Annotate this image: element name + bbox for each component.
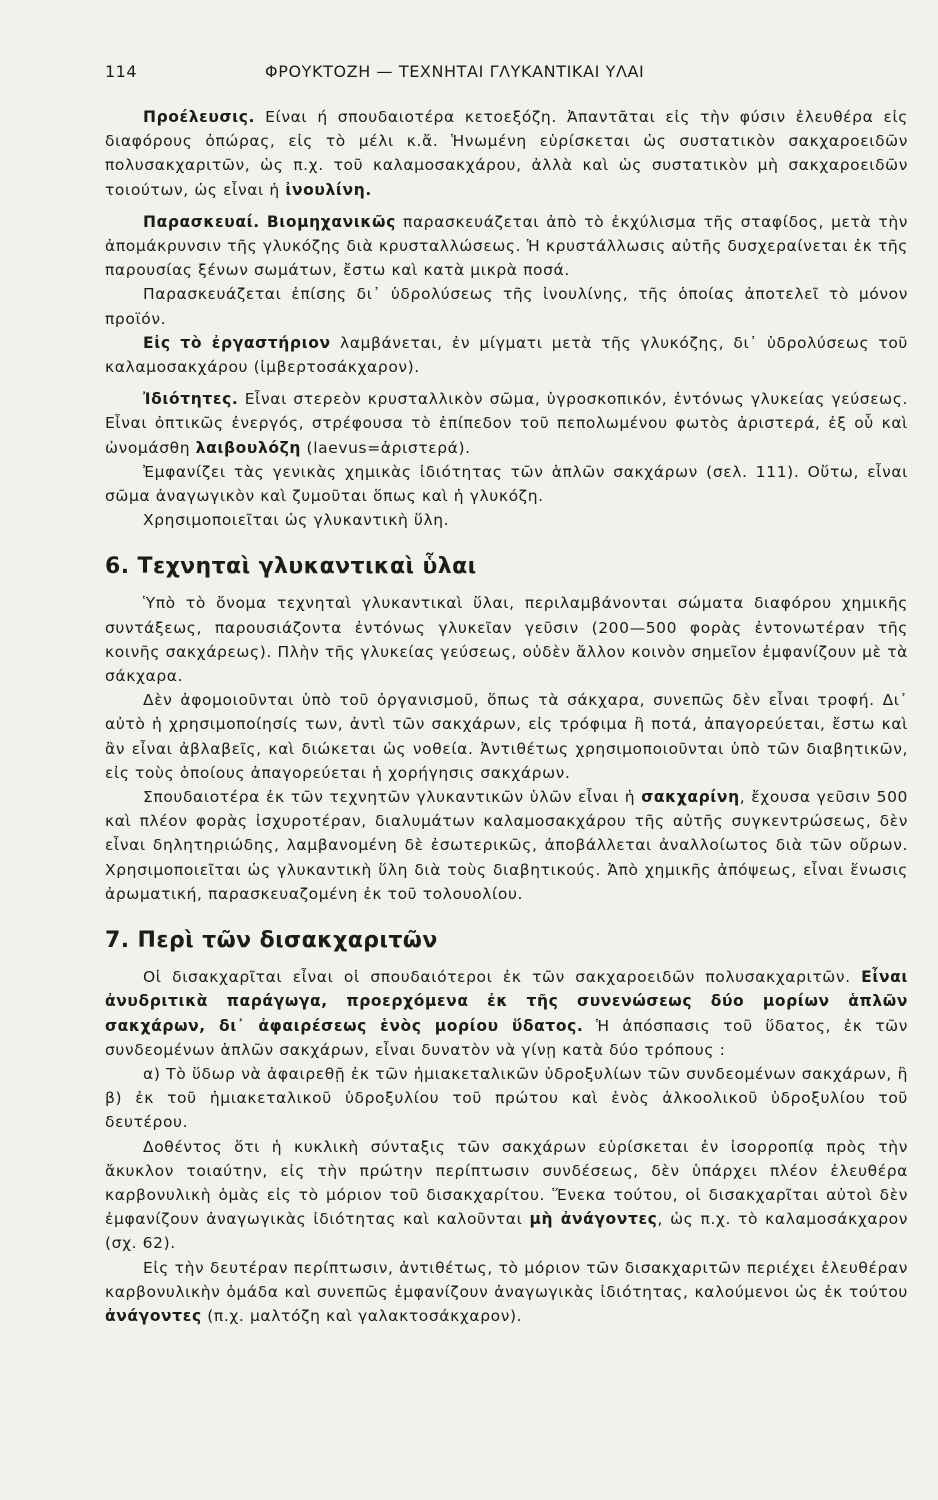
industrial-label: Βιομηχανικῶς [266,212,396,231]
properties-label: Ἰδιότητες. [143,390,239,409]
paragraph-chemical-properties: Ἐμφανίζει τὰς γενικὰς χημικὰς ἰδιότητας τῶν ἁπλῶν σακχάρων (σελ. 111). Οὕτω, εἶναι σῶμα ἀναγωγικὸν καὶ ζυμοῦται ὅπως καὶ ἡ γλυκόζη. [105,462,908,506]
saccharin-text: Σπουδαιοτέρα ἐκ τῶν τεχνητῶν γλυκαντικῶν ὑλῶν εἶναι ἡ [143,788,642,807]
inulin-term: ἰνουλίνη. [285,180,372,199]
saccharin-term: σακχαρίνη [641,788,740,807]
properties-text: Εἶναι στερεὸν κρυσταλλικὸν σῶμα, ὑγροσκοπικόν, ἐντόνως γλυκείας γεύσεως. Εἶναι ὀπτικῶς ἐνεργός, στρέφουσα τὸ ἐπίπεδον τοῦ πεπολωμένου φωτὸς ἀριστερά, ἐξ οὗ καὶ ὠνομάσθη [105,390,908,457]
section-6-heading [105,554,908,579]
section-7-title: Περὶ τῶν δισακχαριτῶν [137,928,438,954]
paragraph-preparations [105,210,908,283]
preparations-label: Παρασκευαί. [143,212,260,231]
paragraph-origin [105,105,908,202]
disaccharides-text: Οἱ δισακχαρῖται εἶναι οἱ σπουδαιότεροι ἐκ τῶν σακχαροειδῶν πολυσακχαριτῶν. [143,968,862,987]
paragraph-reducing [105,1256,908,1329]
origin-text: Είναι ή σπουδαιοτέρα κετοεξόζη. Ἀπαντᾶται εἰς τὴν φύσιν ἐλευθέρα εἰς διαφόρους ὀπώρας, εἰς τὸ μέλι κ.ἄ. Ἡνωμένη εὑρίσκεται ὡς συστατικὸν σακχαροειδῶν πολυσακχαριτῶν, ὡς π.χ. τοῦ καλαμοσακχάρου, ἀλλὰ καὶ ὡς συστατικὸν μὴ σακχαροειδῶν τοιούτων, ὡς εἶναι ἡ [105,108,908,199]
running-title: ΦΡΟΥΚΤΟΖΗ — ΤΕΧΝΗΤΑΙ ΓΛΥΚΑΝΤΙΚΑΙ ΥΛΑΙ [265,62,645,81]
saccharin-text-2: , ἔχουσα γεῦσιν 500 καὶ πλέον φορὰς ἰσχυροτέραν, διαλυμάτων καλαμοσακχάρου τῆς αὐτῆς συγκεντρώσεως, δὲν εἶναι δηλητηριώδης, λαμβανομένη δὲ ἐσωτερικῶς, ἀποβάλλεται ἀναλλοίωτος διὰ τῶν οὔρων. Χρησιμοποιεῖται ὡς γλυκαντικὴ ὕλη διὰ τοὺς διαβητικούς. Ἀπὸ χημικῆς ἀπόψεως, εἶναι ἕνωσις ἀρωματική, παρασκευαζομένη ἐκ τοῦ τολουολίου. [105,788,908,903]
properties-text-2: (laevus=ἀριστερά). [301,438,471,457]
section-6-number: 6. [105,554,130,580]
section-7-number: 7. [105,928,130,954]
page-number: 114 [105,62,138,81]
laboratory-label: Εἰς τὸ ἐργαστήριον [143,333,331,352]
paragraph-disaccharides-intro [105,965,908,1062]
paragraph-properties [105,387,908,460]
paragraph-two-ways: α) Τὸ ὕδωρ νὰ ἀφαιρεθῇ ἐκ τῶν ἡμιακεταλικῶν ὑδροξυλίων τῶν συνδεομένων σακχάρων, ἢ β) ἐκ τοῦ ἡμιακεταλικοῦ ὑδροξυλίου τοῦ πρώτου καὶ ἑνὸς ἀλκοολικοῦ ὑδροξυλίου τοῦ δευτέρου. [105,1064,908,1132]
paragraph-non-reducing [105,1135,908,1256]
paragraph-inulin-hydrolysis: Παρασκευάζεται ἐπίσης δι᾽ ὑδρολύσεως τῆς ἰνουλίνης, τῆς ὁποίας ἀποτελεῖ τὸ μόνον προϊόν. [105,285,908,328]
disaccharides-definition: Εἶναι ἀνυδριτικὰ παράγωγα, προερχόμενα ἐκ τῆς συνενώσεως δύο μορίων ἁπλῶν σακχάρων, δι᾽ ἀφαιρέσεως ἑνὸς μορίου ὕδατος. [105,968,908,1035]
paragraph-artificial-sweeteners-intro: Ὑπὸ τὸ ὄνομα τεχνηταὶ γλυκαντικαὶ ὕλαι, περιλαμβάνονται σώματα διαφόρου χημικῆς συντάξεως, παρουσιάζοντα ἐντόνως γλυκεῖαν γεῦσιν (200—500 φορὰς ἐντονωτέραν τῆς κοινῆς σακχάρεως). Πλὴν τῆς γλυκείας γεύσεως, οὐδὲν ἄλλον κοινὸν σημεῖον ἐμφανίζουν μὲ τὰ σάκχαρα. [105,594,908,686]
preparations-text: παρασκευάζεται ἀπὸ τὸ ἐκχύλισμα τῆς σταφίδος, μετὰ τὴν ἀπομάκρυνσιν τῆς γλυκόζης διὰ κρυσταλλώσεως. Ἡ κρυστάλλωσις αὐτῆς δυσχεραίνεται ἐκ τῆς παρουσίας ξένων σωμάτων, ἔστω καὶ κατὰ μικρὰ ποσά. [105,212,908,280]
reducing-text: Εἰς τὴν δευτέραν περίπτωσιν, ἀντιθέτως, τὸ μόριον τῶν δισακχαριτῶν περιέχει ἐλευθέραν καρβονυλικὴν ὁμάδα καὶ συνεπῶς ἐμφανίζουν ἀναγωγικὰς ἰδιότητας, καλούμενοι ὡς ἐκ τούτου [105,1258,908,1301]
reducing-text-2: (π.χ. μαλτόζη καὶ γαλακτοσάκχαρον). [201,1306,523,1325]
paragraph-artificial-sweeteners-use: Δὲν ἀφομοιοῦνται ὑπὸ τοῦ ὀργανισμοῦ, ὅπως τὰ σάκχαρα, συνεπῶς δὲν εἶναι τροφή. Δι᾽ αὐτὸ ἡ χρησιμοποίησίς των, ἀντὶ τῶν σακχάρων, εἰς τρόφιμα ἢ ποτά, ἀπαγορεύεται, ἔστω καὶ ἂν εἶναι ἀβλαβεῖς, καὶ διώκεται ὡς νοθεία. Ἀντιθέτως χρησιμοποιοῦνται ὑπὸ τῶν διαβητικῶν, εἰς τοὺς ὁποίους ἀπαγορεύεται ἡ χορήγησις σακχάρων. [105,691,908,782]
non-reducing-text: Δοθέντος ὅτι ἡ κυκλικὴ σύνταξις τῶν σακχάρων εὑρίσκεται ἐν ἰσορροπίᾳ πρὸς τὴν ἄκυκλον τοιαύτην, εἰς τὴν πρώτην περίπτωσιν συνδέσεως, δὲν ὑπάρχει πλέον ἐλευθέρα καρβονυλικὴ ὁμὰς εἰς τὸ μόριον τοῦ δισακχαρίτου. Ἕνεκα τούτου, οἱ δισακχαρῖται αὐτοὶ δὲν ἐμφανίζουν ἀναγωγικὰς ἰδιότητας καὶ καλοῦνται [105,1137,908,1229]
disaccharides-text-2: Ἡ ἀπόσπασις τοῦ ὕδατος, ἐκ τῶν συνδεομένων ἁπλῶν σακχάρων, εἶναι δυνατὸν νὰ γίνῃ κατὰ δύο τρόπους : [105,1016,908,1059]
paragraph-usage: Χρησιμοποιεῖται ὡς γλυκαντικὴ ὕλη. [143,511,450,530]
origin-label: Προέλευσις. [143,108,256,126]
levulose-term: λαιβουλόζη [195,438,302,457]
paragraph-saccharin [105,785,908,906]
running-head [105,62,908,81]
laboratory-text: λαμβάνεται, ἐν μίγματι μετὰ τῆς γλυκόζης, δι᾽ ὑδρολύσεως τοῦ καλαμοσακχάρου (ἰμβερτοσάκχαρον). [105,333,908,377]
paragraph-laboratory [105,331,908,379]
reducing-term: ἀνάγοντες [105,1306,202,1325]
section-7-heading [105,928,908,953]
section-6-title: Τεχνηταὶ γλυκαντικαὶ ὗλαι [137,554,477,580]
non-reducing-text-2: , ὡς π.χ. τὸ καλαμοσάκχαρον (σχ. 62). [105,1210,908,1253]
non-reducing-term: μὴ ἀνάγοντες [529,1210,658,1229]
